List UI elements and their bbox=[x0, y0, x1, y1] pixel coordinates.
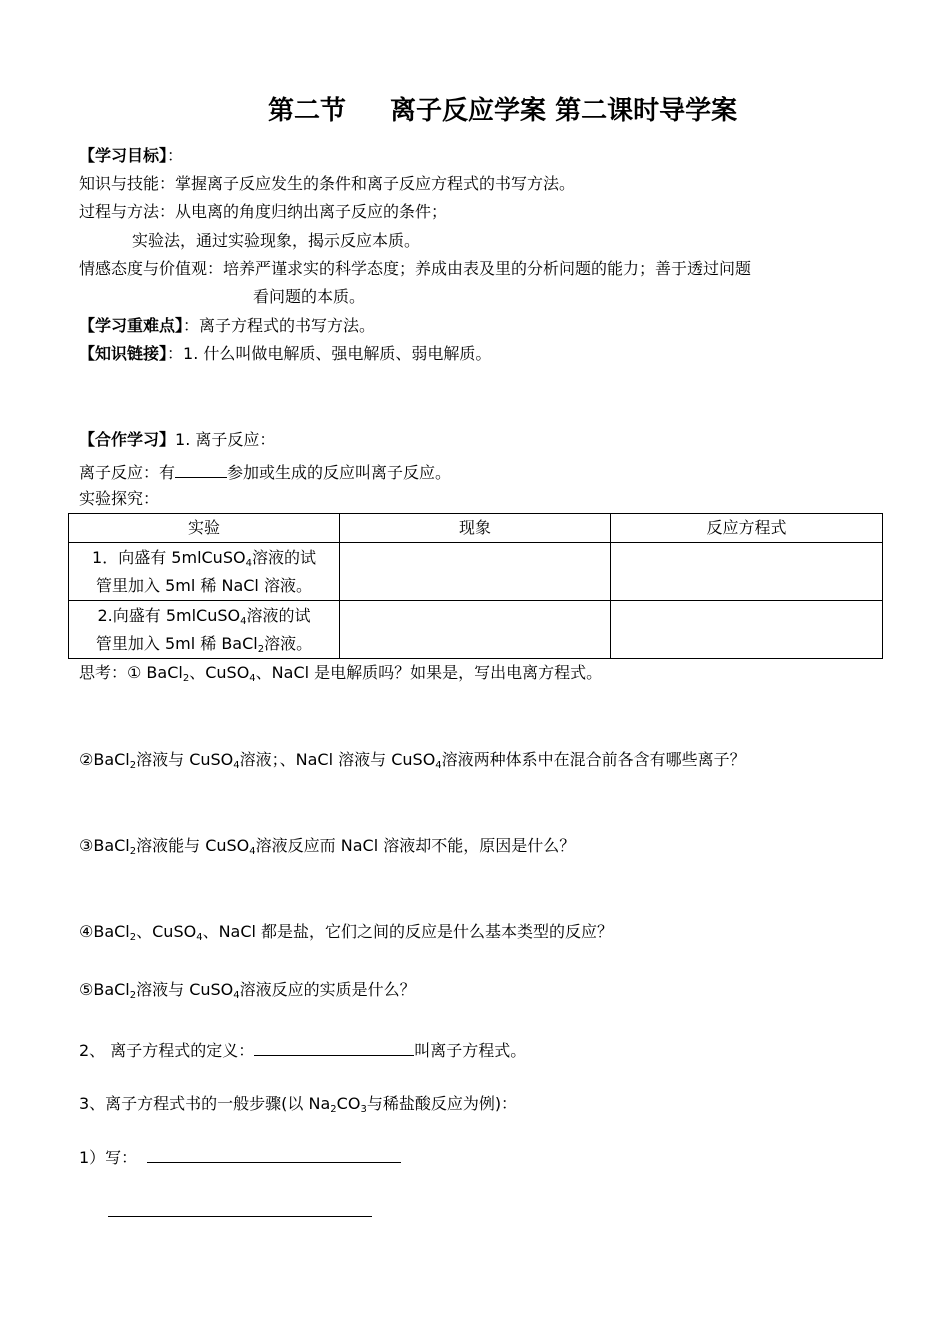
section-2-definition: 2、 离子方程式的定义： 叫离子方程式。 bbox=[79, 1037, 526, 1062]
objective-process-cont: 实验法，通过实验现象，揭示反应本质。 bbox=[132, 231, 421, 250]
objective-emotion-cont: 看问题的本质。 bbox=[253, 287, 366, 306]
table-header-row bbox=[69, 514, 883, 543]
equation-2-cell[interactable] bbox=[611, 601, 883, 659]
table-row bbox=[69, 543, 883, 601]
equation-1-cell[interactable] bbox=[611, 543, 883, 601]
step-1-write: 1）写： bbox=[79, 1148, 138, 1167]
experiment-table bbox=[68, 513, 883, 659]
cooperative-heading: 【合作学习】1. 离子反应： bbox=[79, 430, 276, 449]
experiment-2: 2.向盛有 5mlCuSO$_4$溶液的试 管里加入 5ml 稀 BaCl$_2$溶液。 bbox=[69, 601, 340, 659]
knowledge-link: 【知识链接】：1. 什么叫做电解质、强电解质、弱电解质。 bbox=[79, 344, 492, 363]
key-points: 【学习重难点】：离子方程式的书写方法。 bbox=[79, 316, 376, 335]
table-row bbox=[69, 601, 883, 659]
fill-blank[interactable] bbox=[175, 459, 227, 478]
header-equation: 反应方程式 bbox=[611, 514, 883, 543]
objective-knowledge: 知识与技能：掌握离子反应发生的条件和离子反应方程式的书写方法。 bbox=[79, 174, 576, 193]
phenomenon-2-cell[interactable] bbox=[340, 601, 611, 659]
step-1-answer-line-2[interactable] bbox=[108, 1216, 372, 1217]
definition-blank[interactable] bbox=[254, 1037, 414, 1056]
objectives-heading: 【学习目标】： bbox=[79, 146, 184, 165]
question-3: ③BaCl$_2$溶液能与 CuSO$_4$溶液反应而 NaCl 溶液却不能，原因是什么？ bbox=[79, 836, 576, 857]
section-3-steps: 3、离子方程式书的一般步骤(以 $Na_2CO_3$与稀盐酸反应为例)： bbox=[79, 1094, 518, 1115]
objective-emotion: 情感态度与价值观：培养严谨求实的科学态度；养成由表及里的分析问题的能力；善于透过问题 bbox=[79, 259, 752, 278]
question-1: 思考：① BaCl$_2$、CuSO$_4$、NaCl 是电解质吗？如果是，写出电离方程式。 bbox=[79, 663, 603, 684]
page-title: 第二节 离子反应学案 第二课时导学案 bbox=[268, 96, 738, 126]
header-experiment: 实验 bbox=[69, 514, 340, 543]
question-2: ②BaCl$_2$溶液与 CuSO$_4$溶液；、NaCl 溶液与 CuSO$_4$溶液两种体系中在混合前各含有哪些离子？ bbox=[79, 750, 746, 771]
phenomenon-1-cell[interactable] bbox=[340, 543, 611, 601]
header-phenomenon: 现象 bbox=[340, 514, 611, 543]
question-5: ⑤BaCl$_2$溶液与 CuSO$_4$溶液反应的实质是什么？ bbox=[79, 980, 416, 1001]
experiment-1: 1．向盛有 5mlCuSO$_4$溶液的试 管里加入 5ml 稀 NaCl 溶液。 bbox=[69, 543, 340, 601]
step-1-answer-line[interactable] bbox=[147, 1162, 401, 1163]
objective-process: 过程与方法：从电离的角度归纳出离子反应的条件； bbox=[79, 202, 448, 221]
ion-reaction-definition: 离子反应：有 参加或生成的反应叫离子反应。 bbox=[79, 459, 451, 484]
experiment-explore: 实验探究： bbox=[79, 489, 160, 508]
question-4: ④BaCl$_2$、CuSO$_4$、NaCl 都是盐，它们之间的反应是什么基本类型的反应？ bbox=[79, 922, 614, 943]
